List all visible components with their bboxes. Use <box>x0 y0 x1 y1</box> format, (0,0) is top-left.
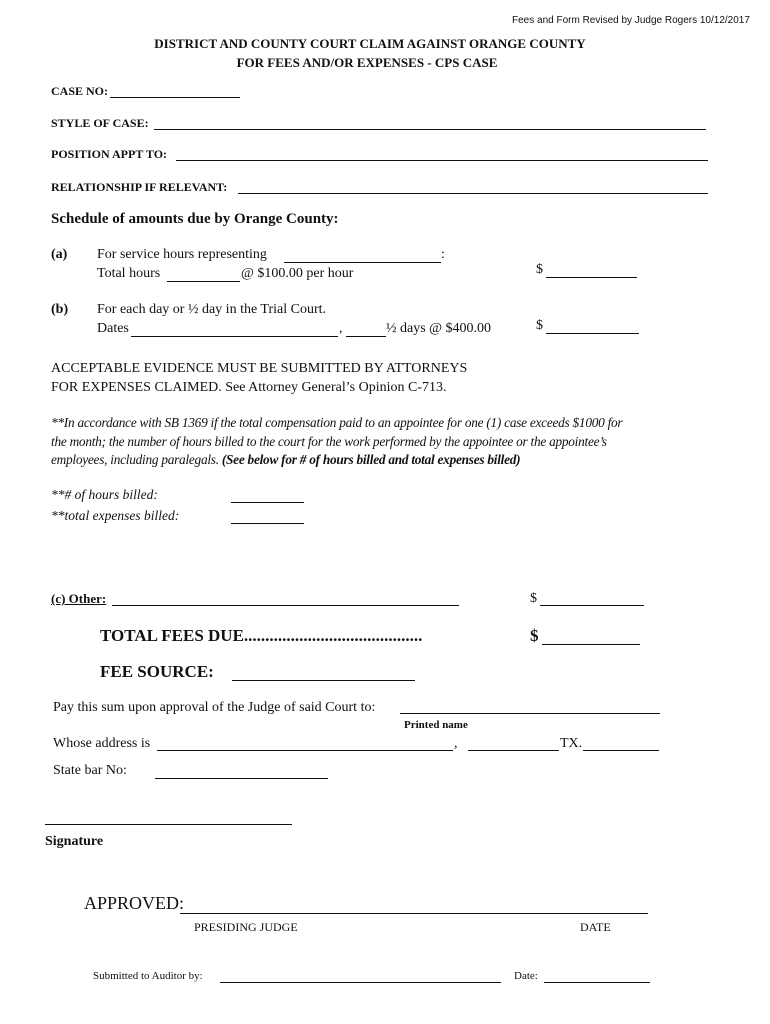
item-a-line1: For service hours representing <box>97 247 267 262</box>
half-days-field[interactable] <box>346 336 386 337</box>
revision-note: Fees and Form Revised by Judge Rogers 10/12/2017 <box>512 15 750 26</box>
evidence-line1: ACCEPTABLE EVIDENCE MUST BE SUBMITTED BY ATTORNEYS <box>51 361 468 376</box>
item-b-rate: ½ days @ $400.00 <box>386 321 492 336</box>
pay-to-label: Pay this sum upon approval of the Judge of said Court to: <box>53 700 376 715</box>
approved-label: APPROVED: <box>84 893 185 913</box>
approved-signature-field[interactable] <box>180 913 648 914</box>
evidence-line2: FOR EXPENSES CLAIMED. See Attorney General’s Opinion C-713. <box>51 380 447 395</box>
item-b-comma: , <box>339 321 343 336</box>
submitted-to-auditor-label: Submitted to Auditor by: <box>93 970 203 982</box>
address-label: Whose address is <box>53 736 151 751</box>
other-dollar-sign: $ <box>530 591 537 606</box>
sb-note-line3-italic: employees, including paralegals. <box>51 452 219 467</box>
trial-dates-field[interactable] <box>131 336 338 337</box>
sb-note-line3-bold: (See below for # of hours billed and total expenses billed) <box>221 452 521 467</box>
total-fees-due-label: TOTAL FEES DUE.......................................... <box>100 626 423 645</box>
position-appt-field[interactable] <box>176 160 708 161</box>
expenses-billed-field[interactable] <box>231 523 304 524</box>
position-appt-label: POSITION APPT TO: <box>51 147 168 161</box>
item-b-dates-label: Dates <box>97 321 129 336</box>
form-title-line1: DISTRICT AND COUNTY COURT CLAIM AGAINST ORANGE COUNTY <box>154 36 586 51</box>
state-bar-label: State bar No: <box>53 763 127 778</box>
fee-source-field[interactable] <box>232 680 415 681</box>
relationship-label: RELATIONSHIP IF RELEVANT: <box>51 180 228 194</box>
sb-note-line1: **In accordance with SB 1369 if the total compensation paid to an appointee for one (1) case exceeds $1000 for <box>51 415 623 430</box>
fee-source-label: FEE SOURCE: <box>100 662 214 681</box>
tx-label: TX. <box>560 736 583 751</box>
relationship-field[interactable] <box>238 193 708 194</box>
other-amount-field[interactable] <box>540 605 644 606</box>
item-a-total-hours-label: Total hours <box>97 266 161 281</box>
address-comma: , <box>454 736 458 751</box>
item-a-colon: : <box>441 247 445 262</box>
style-of-case-field[interactable] <box>154 129 706 130</box>
other-label: (c) Other: <box>51 591 107 606</box>
item-b-amount-field[interactable] <box>546 333 639 334</box>
total-dollar-sign: $ <box>530 626 539 645</box>
expenses-billed-label: **total expenses billed: <box>51 508 180 523</box>
item-a-amount-field[interactable] <box>546 277 637 278</box>
item-a-dollar-sign: $ <box>536 262 543 277</box>
address-street-field[interactable] <box>157 750 453 751</box>
form-title-line2: FOR FEES AND/OR EXPENSES - CPS CASE <box>236 55 498 70</box>
item-b-dollar-sign: $ <box>536 318 543 333</box>
approval-date-caption: DATE <box>580 920 611 934</box>
payee-name-field[interactable] <box>400 713 660 714</box>
item-b-line1: For each day or ½ day in the Trial Court. <box>97 302 327 317</box>
total-fees-amount-field[interactable] <box>542 644 640 645</box>
signature-label: Signature <box>45 834 104 849</box>
case-no-field[interactable] <box>110 97 240 98</box>
item-a-marker: (a) <box>51 247 68 262</box>
submitted-by-field[interactable] <box>220 982 501 983</box>
other-description-field[interactable] <box>112 605 459 606</box>
printed-name-caption: Printed name <box>404 719 468 731</box>
schedule-heading: Schedule of amounts due by Orange County: <box>51 211 339 227</box>
service-hours-field[interactable] <box>284 262 441 263</box>
item-a-rate: @ $100.00 per hour <box>241 266 354 281</box>
hours-billed-label: **# of hours billed: <box>51 487 158 502</box>
total-hours-field[interactable] <box>167 281 240 282</box>
zip-field[interactable] <box>583 750 659 751</box>
presiding-judge-caption: PRESIDING JUDGE <box>194 920 298 934</box>
sb-note-line2: the month; the number of hours billed to the court for the work performed by the appointee or the appointee’s <box>51 434 607 449</box>
hours-billed-field[interactable] <box>231 502 304 503</box>
style-of-case-label: STYLE OF CASE: <box>51 116 149 130</box>
signature-field[interactable] <box>45 824 292 825</box>
footer-date-label: Date: <box>514 970 538 982</box>
state-bar-field[interactable] <box>155 778 328 779</box>
footer-date-field[interactable] <box>544 982 650 983</box>
case-no-label: CASE NO: <box>51 84 109 98</box>
address-city-field[interactable] <box>468 750 559 751</box>
item-b-marker: (b) <box>51 302 69 317</box>
